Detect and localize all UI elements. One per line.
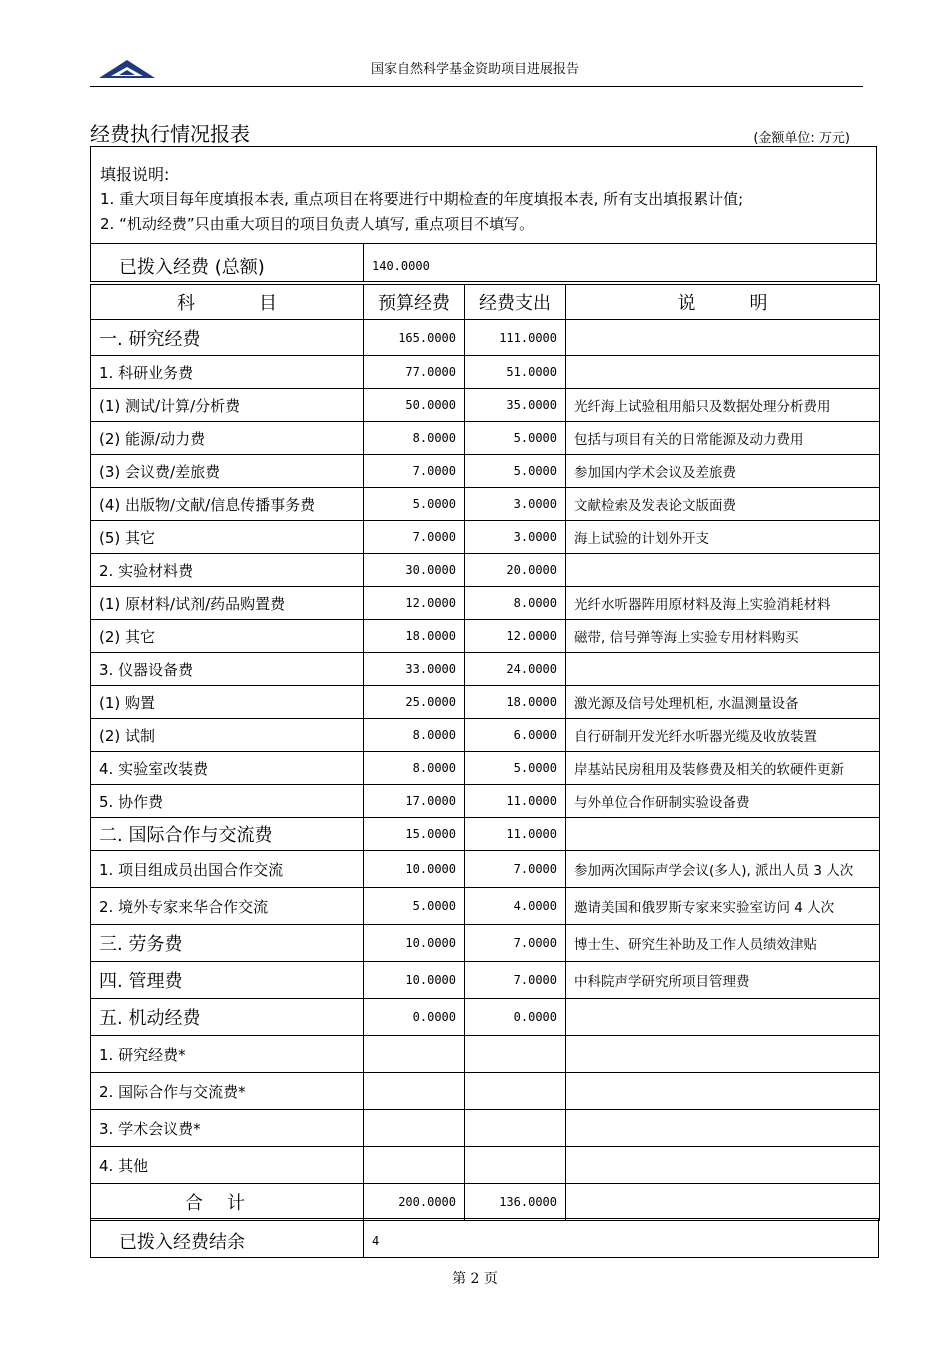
row-item: 2. 实验材料费 <box>91 554 364 587</box>
row-budget: 15.0000 <box>364 818 465 851</box>
allocated-funds-label: 已拨入经费 (总额) <box>119 257 265 278</box>
row-spent: 7.0000 <box>465 925 566 962</box>
row-budget: 8.0000 <box>364 422 465 455</box>
header-rule <box>90 86 863 87</box>
row-spent <box>465 1036 566 1073</box>
table-row <box>91 925 880 962</box>
row-budget: 25.0000 <box>364 686 465 719</box>
row-spent: 7.0000 <box>465 962 566 999</box>
table-row <box>91 999 880 1036</box>
row-item: 三. 劳务费 <box>91 925 364 962</box>
row-note <box>566 356 880 389</box>
row-budget: 0.0000 <box>364 999 465 1036</box>
row-item: 4. 实验室改装费 <box>91 752 364 785</box>
row-spent: 3.0000 <box>465 521 566 554</box>
row-spent: 0.0000 <box>465 999 566 1036</box>
row-note <box>566 653 880 686</box>
row-note <box>566 1110 880 1147</box>
row-spent: 6.0000 <box>465 719 566 752</box>
row-budget: 8.0000 <box>364 719 465 752</box>
table-row <box>91 1073 880 1110</box>
row-budget: 7.0000 <box>364 521 465 554</box>
row-note: 博士生、研究生补助及工作人员绩效津贴 <box>566 925 880 962</box>
table-row <box>91 521 880 554</box>
row-item: 1. 科研业务费 <box>91 356 364 389</box>
row-note: 激光源及信号处理机柜, 水温测量设备 <box>566 686 880 719</box>
row-note: 包括与项目有关的日常能源及动力费用 <box>566 422 880 455</box>
page-number: 第 2 页 <box>452 1271 498 1287</box>
table-row <box>91 1147 880 1184</box>
row-note: 与外单位合作研制实验设备费 <box>566 785 880 818</box>
table-row <box>91 888 880 925</box>
row-note: 自行研制开发光纤水听器光缆及收放装置 <box>566 719 880 752</box>
row-budget: 50.0000 <box>364 389 465 422</box>
row-budget: 10.0000 <box>364 851 465 888</box>
table-row <box>91 818 880 851</box>
row-note: 光纤海上试验租用船只及数据处理分析费用 <box>566 389 880 422</box>
row-budget: 17.0000 <box>364 785 465 818</box>
allocated-funds-label-cell <box>91 244 364 281</box>
balance-label-cell <box>91 1219 364 1257</box>
row-budget: 30.0000 <box>364 554 465 587</box>
table-header-row <box>91 285 880 320</box>
row-budget: 165.0000 <box>364 320 465 356</box>
row-item: 3. 仪器设备费 <box>91 653 364 686</box>
table-row <box>91 851 880 888</box>
row-spent: 24.0000 <box>465 653 566 686</box>
table-row <box>91 320 880 356</box>
row-note: 邀请美国和俄罗斯专家来实验室访问 4 人次 <box>566 888 880 925</box>
table-row <box>91 719 880 752</box>
report-title: 经费执行情况报表 <box>90 122 250 146</box>
table-row <box>91 587 880 620</box>
row-spent: 136.0000 <box>465 1184 566 1221</box>
row-budget: 10.0000 <box>364 925 465 962</box>
row-budget <box>364 1073 465 1110</box>
instruction-line: 1. 重大项目每年度填报本表, 重点项目在将要进行中期检查的年度填报本表, 所有支出填报累计值; <box>100 190 744 208</box>
row-budget: 7.0000 <box>364 455 465 488</box>
table-row <box>91 1184 880 1221</box>
row-spent: 11.0000 <box>465 818 566 851</box>
instruction-line: 2. “机动经费”只由重大项目的项目负责人填写, 重点项目不填写。 <box>100 215 535 233</box>
row-spent: 3.0000 <box>465 488 566 521</box>
row-item: 一. 研究经费 <box>91 320 364 356</box>
row-spent: 8.0000 <box>465 587 566 620</box>
row-note: 参加国内学术会议及差旅费 <box>566 455 880 488</box>
row-item: 二. 国际合作与交流费 <box>91 818 364 851</box>
column-header-spent: 经费支出 <box>465 285 566 320</box>
row-item: 1. 项目组成员出国合作交流 <box>91 851 364 888</box>
row-budget: 200.0000 <box>364 1184 465 1221</box>
row-note: 岸基站民房租用及装修费及相关的软硬件更新 <box>566 752 880 785</box>
row-budget <box>364 1110 465 1147</box>
row-budget <box>364 1147 465 1184</box>
row-item: (1) 购置 <box>91 686 364 719</box>
row-budget: 5.0000 <box>364 888 465 925</box>
row-budget: 33.0000 <box>364 653 465 686</box>
column-header-budget: 预算经费 <box>364 285 465 320</box>
row-spent: 5.0000 <box>465 422 566 455</box>
row-budget: 5.0000 <box>364 488 465 521</box>
row-spent: 51.0000 <box>465 356 566 389</box>
row-note: 文献检索及发表论文版面费 <box>566 488 880 521</box>
row-spent: 4.0000 <box>465 888 566 925</box>
header-title: 国家自然科学基金资助项目进展报告 <box>370 62 579 77</box>
row-spent: 5.0000 <box>465 752 566 785</box>
row-note: 海上试验的计划外开支 <box>566 521 880 554</box>
row-note <box>566 320 880 356</box>
instructions-heading: 填报说明: <box>100 165 170 184</box>
row-spent: 111.0000 <box>465 320 566 356</box>
table-row <box>91 389 880 422</box>
row-budget: 8.0000 <box>364 752 465 785</box>
row-item: (1) 测试/计算/分析费 <box>91 389 364 422</box>
row-item: (2) 试制 <box>91 719 364 752</box>
column-header-item: 科目 <box>91 285 364 320</box>
currency-unit: (金额单位: 万元) <box>753 131 850 146</box>
row-spent <box>465 1073 566 1110</box>
row-item: 3. 学术会议费* <box>91 1110 364 1147</box>
row-note: 磁带, 信号弹等海上实验专用材料购买 <box>566 620 880 653</box>
row-item: 四. 管理费 <box>91 962 364 999</box>
row-budget <box>364 1036 465 1073</box>
row-spent <box>465 1110 566 1147</box>
budget-table <box>90 284 880 1221</box>
row-item: (2) 能源/动力费 <box>91 422 364 455</box>
row-item: 1. 研究经费* <box>91 1036 364 1073</box>
row-item: (2) 其它 <box>91 620 364 653</box>
filling-instructions <box>90 146 877 244</box>
table-row <box>91 488 880 521</box>
row-spent: 20.0000 <box>465 554 566 587</box>
table-row <box>91 653 880 686</box>
row-item: 4. 其他 <box>91 1147 364 1184</box>
row-spent: 5.0000 <box>465 455 566 488</box>
row-item: (1) 原材料/试剂/药品购置费 <box>91 587 364 620</box>
row-item: 2. 国际合作与交流费* <box>91 1073 364 1110</box>
row-item: 五. 机动经费 <box>91 999 364 1036</box>
table-row <box>91 752 880 785</box>
row-note: 中科院声学研究所项目管理费 <box>566 962 880 999</box>
row-note <box>566 1184 880 1221</box>
row-note <box>566 999 880 1036</box>
row-spent: 11.0000 <box>465 785 566 818</box>
row-spent <box>465 1147 566 1184</box>
row-budget: 77.0000 <box>364 356 465 389</box>
allocated-funds-row <box>90 244 877 282</box>
table-row <box>91 1110 880 1147</box>
row-note: 光纤水听器阵用原材料及海上实验消耗材料 <box>566 587 880 620</box>
table-row <box>91 686 880 719</box>
table-row <box>91 785 880 818</box>
row-item: 合计 <box>91 1184 364 1221</box>
table-row <box>91 620 880 653</box>
balance-value: 4 <box>372 1234 380 1248</box>
row-budget: 10.0000 <box>364 962 465 999</box>
table-row <box>91 455 880 488</box>
row-item: (4) 出版物/文献/信息传播事务费 <box>91 488 364 521</box>
row-item: (5) 其它 <box>91 521 364 554</box>
row-note: 参加两次国际声学会议(多人), 派出人员 3 人次 <box>566 851 880 888</box>
allocated-funds-value: 140.0000 <box>372 259 430 273</box>
table-row <box>91 962 880 999</box>
table-row <box>91 1036 880 1073</box>
row-spent: 18.0000 <box>465 686 566 719</box>
row-item: 2. 境外专家来华合作交流 <box>91 888 364 925</box>
balance-row <box>90 1218 879 1258</box>
row-item: (3) 会议费/差旅费 <box>91 455 364 488</box>
table-row <box>91 356 880 389</box>
row-note <box>566 818 880 851</box>
table-row <box>91 554 880 587</box>
row-note <box>566 554 880 587</box>
row-item: 5. 协作费 <box>91 785 364 818</box>
row-spent: 35.0000 <box>465 389 566 422</box>
row-spent: 12.0000 <box>465 620 566 653</box>
table-row <box>91 422 880 455</box>
row-budget: 12.0000 <box>364 587 465 620</box>
row-note <box>566 1036 880 1073</box>
balance-label: 已拨入经费结余 <box>119 1232 245 1253</box>
column-header-note: 说明 <box>566 285 880 320</box>
row-budget: 18.0000 <box>364 620 465 653</box>
row-note <box>566 1147 880 1184</box>
row-note <box>566 1073 880 1110</box>
row-spent: 7.0000 <box>465 851 566 888</box>
